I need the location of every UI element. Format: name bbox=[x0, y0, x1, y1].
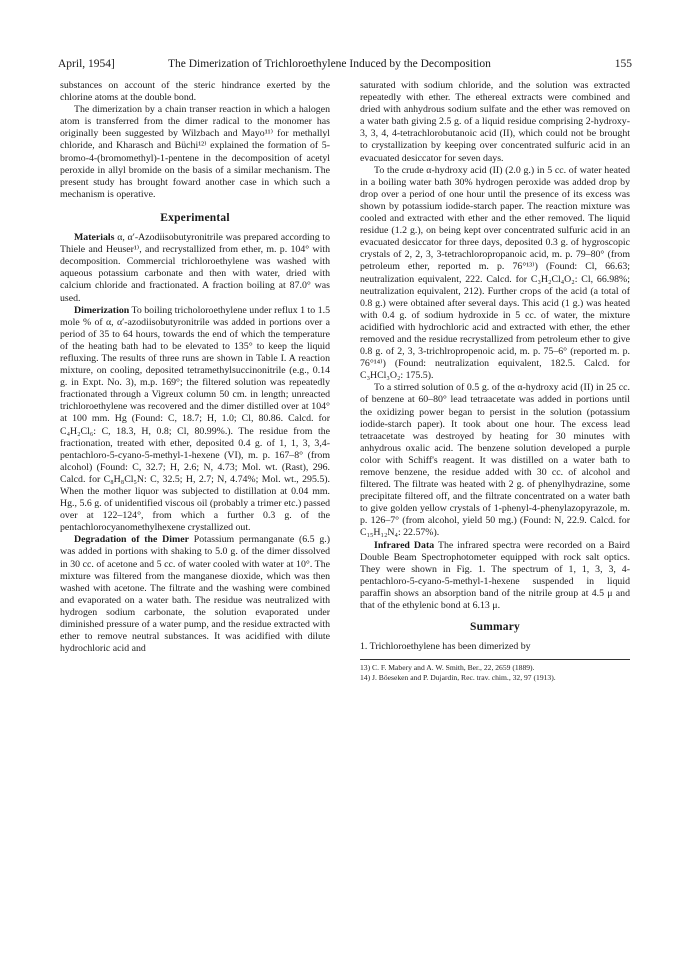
reference-14: 14) J. Böeseken and P. Dujardin, Rec. trav. chim., 32, 97 (1913). bbox=[360, 672, 556, 682]
materials-text: α, α′-Azodiisobutyronitrile was prepared according to Thiele and Heuser¹⁾, and recrystallized from ether, m. p. 104° with decomposition. Commercial trichloroethylene was washed with aqueous potassium carbonate and then with water, dried with calcium chloride and fractionated. A fraction boiling at 87.0° was used. bbox=[60, 232, 330, 304]
header-date: April, 1954] bbox=[58, 58, 115, 70]
left-column bbox=[60, 80, 330, 960]
infrared-paragraph bbox=[360, 540, 630, 613]
experimental-heading: Experimental bbox=[160, 211, 230, 224]
summary-item-1: 1. Trichloroethylene has been dimerized by bbox=[360, 641, 531, 653]
materials-paragraph bbox=[60, 232, 330, 305]
materials-run-in: Materials bbox=[74, 232, 115, 244]
extraction-paragraph: saturated with sodium chloride, and the solution was extracted repeatedly with ether. The ethereal extracts were combined and dried with anhydrous sodium sulfate and the ether was removed on a water bath giving 2.5 g. of a liquid residue comprising 2-hydroxy-3, 3, 4, 4-tetrachlorobutanoic acid (II), which could not be brought to crystallization by keeping over concentrated sulfuric acid in an evacuated desiccator for seven days. bbox=[360, 80, 630, 164]
right-column bbox=[360, 80, 630, 960]
peroxide-paragraph: To the crude α-hydroxy acid (II) (2.0 g.) in 5 cc. of water heated in a boiling water bath 30% hydrogen peroxide was added drop by drop over a period of one hour until the presence of its excess was shown by potassium iodide-starch paper. The reaction mixture was cooled and extracted with ether and the ether removed. The liquid residue (1.2 g.), on being kept over concentrated sulfuric acid in an evacuated desiccator for three days, deposited 0.3 g. of hygroscopic crystals of 2, 2, 3, 3-tetrachloropropanoic acid, m. p. 79–80° (from petroleum ether, reported m. p. 76°¹³⁾) (Found: Cl, 66.63; neutralization equivalent, 222. Calcd. for C₃H₂Cl₄O₂: Cl, 66.98%; neutralization equivalent, 212). Further crops of the acid (a total of 0.8 g.) were obtained after several days. This acid (1 g.) was heated with 0.4 g. of sodium hydroxide in 5 cc. of water, the mixture acidified with hydrochloric acid and extracted with ether, the ether removed and the residue recrystallized from petroleum ether to give 0.8 g. of 2, 3, 3-trichlropropenoic acid, m. p. 75–6° (reported m. p. 76°¹⁴⁾) (Found: neutralization equivalent, 182.5. Calcd. for C₃HCl₃O₂: 175.5). bbox=[360, 164, 630, 382]
degradation-run-in: Degradation of the Dimer bbox=[74, 534, 189, 546]
header-title: The Dimerization of Trichloroethylene Induced by the Decomposition bbox=[168, 58, 491, 70]
infrared-text: The infrared spectra were recorded on a Baird Double Beam Spectrophotometer equipped with rock salt optics. They were shown in Fig. 1. The spectrum of 1, 1, 3, 3, 4-pentachloro-5-cyano-5-methyl-1-hexene suspended in liquid paraffin shows an absorption band of the nitrile group at 4.5 μ and that of the ethylenic bond at 6.13 μ. bbox=[360, 539, 630, 612]
degradation-paragraph bbox=[60, 534, 330, 655]
intro-paragraph: substances on account of the steric hindrance exerted by the chlorine atoms at the double bond. bbox=[60, 80, 330, 104]
dimerization-run-in: Dimerization bbox=[74, 304, 130, 316]
reference-13: 13) C. F. Mabery and A. W. Smith, Ber., 22, 2659 (1889). bbox=[360, 663, 535, 673]
page-number: 155 bbox=[614, 58, 632, 70]
summary-heading: Summary bbox=[470, 621, 520, 634]
lead-tetraacetate-paragraph: To a stirred solution of 0.5 g. of the α-hydroxy acid (II) in 25 cc. of benzene at 60–80° lead tetraacetate was added in portions until the oxidizing power began to persist in the solution (potassium iodide-starch paper). It took about one hour. The excess lead tetraacetate was destroyed by heating for 30 minutes with anhydrous oxalic acid. The benzene solution developed a purple color with Schiff's reagent. It was distilled on a water bath to remove benzene, the residue added with 30 cc. of alcohol and filtered. The filtrate was heated with 2 g. of phenylhydrazine, some precipitate filtered off, and the filtrate concentrated on a water bath to give golden yellow crystals of 1-phenyl-4-phenylazopyrazole, m. p. 126–7° (from alcohol, yield 50 mg.) (Found: N, 22.9. Calcd. for C₁₅H₁₂N₄: 22.57%). bbox=[360, 382, 630, 539]
dimerization-text: To boiling tricholoroethylene under reflux 1 to 1.5 mole % of α, α′-azodiisobutyronitrile was added in portions over a period of 35 to 64 hours, towards the end of which the temperature of the heating bath had to be elevated to 135° to keep the liquid refluxing. The results of three runs are shown in Table I. A reaction mixture, on cooling, deposited tetramethylsuccinonitrile (e.g., 0.14 g. in Expt. No. 3), m.p. 169°; the filtered solution was repeatedly fractionated through a Vigreux column 50 cm. in length; unreacted trichloroethylene was recovered and the dimer distilled over at 104° at 100 mm. Hg (Found: C, 18.7; H, 1.0; Cl, 80.86. Calcd. for C₄H₂Cl₆: C, 18.3, H, 0.8; Cl, 80.99%.). The residue from the fractionation, treated with ether, deposited 0.4 g. of 1, 1, 3, 3,4-pentachloro-5-cyano-5-methyl-1-hexene (VI), m. p. 167–8° (from alcohol) (Found: C, 32.7; H, 2.6; N, 4.73; Mol. wt. (Rast), 296. Calcd. for C₈H₈Cl₅N: C, 32.5; H, 2.7; N, 4.74%; Mol. wt., 295.5). When the mother liquor was subjected to distillation at 0.04 mm. Hg., 5.6 g. of unidentified viscous oil (probably a trimer etc.) passed over at 122–124°, from which a further 0.3 g. of the pentachlorocyanomethylhexene crystallized out. bbox=[60, 304, 330, 534]
dimerization-paragraph bbox=[60, 305, 330, 535]
infrared-run-in: Infrared Data bbox=[374, 539, 435, 551]
degradation-text: Potassium permanganate (6.5 g.) was added in portions with shaking to 5.0 g. of the dimer dissolved in 30 cc. of acetone and 5 cc. of water cooled with water at 10°. The mixture was filtered from the manganese dioxide, which was then washed with acetone. The filtrate and the washing were combined and evaporated on a water bath. The residue was neutralized with hydrogen sodium carbonate, the solution evaporated under diminished pressure of a water pump, and the residue extracted with ether to remove neutral substances. It was acidified with dilute hydrochloric acid and bbox=[60, 534, 330, 655]
footnote-references bbox=[360, 659, 630, 682]
mechanism-paragraph: The dimerization by a chain transer reaction in which a halogen atom is transferred from the dimer radical to the monomer has originally been suggested by Wilzbach and Mayo¹¹⁾ for methallyl chloride, and Kharasch and Büchi¹²⁾ explained the formation of 5-bromo-4-(bromomethyl)-1-pentene in the decomposition of acetyl peroxide in allyl bromide on the basis of a similar mechanism. The present study has brought foward another case in which such a mechanism is operative. bbox=[60, 104, 330, 200]
